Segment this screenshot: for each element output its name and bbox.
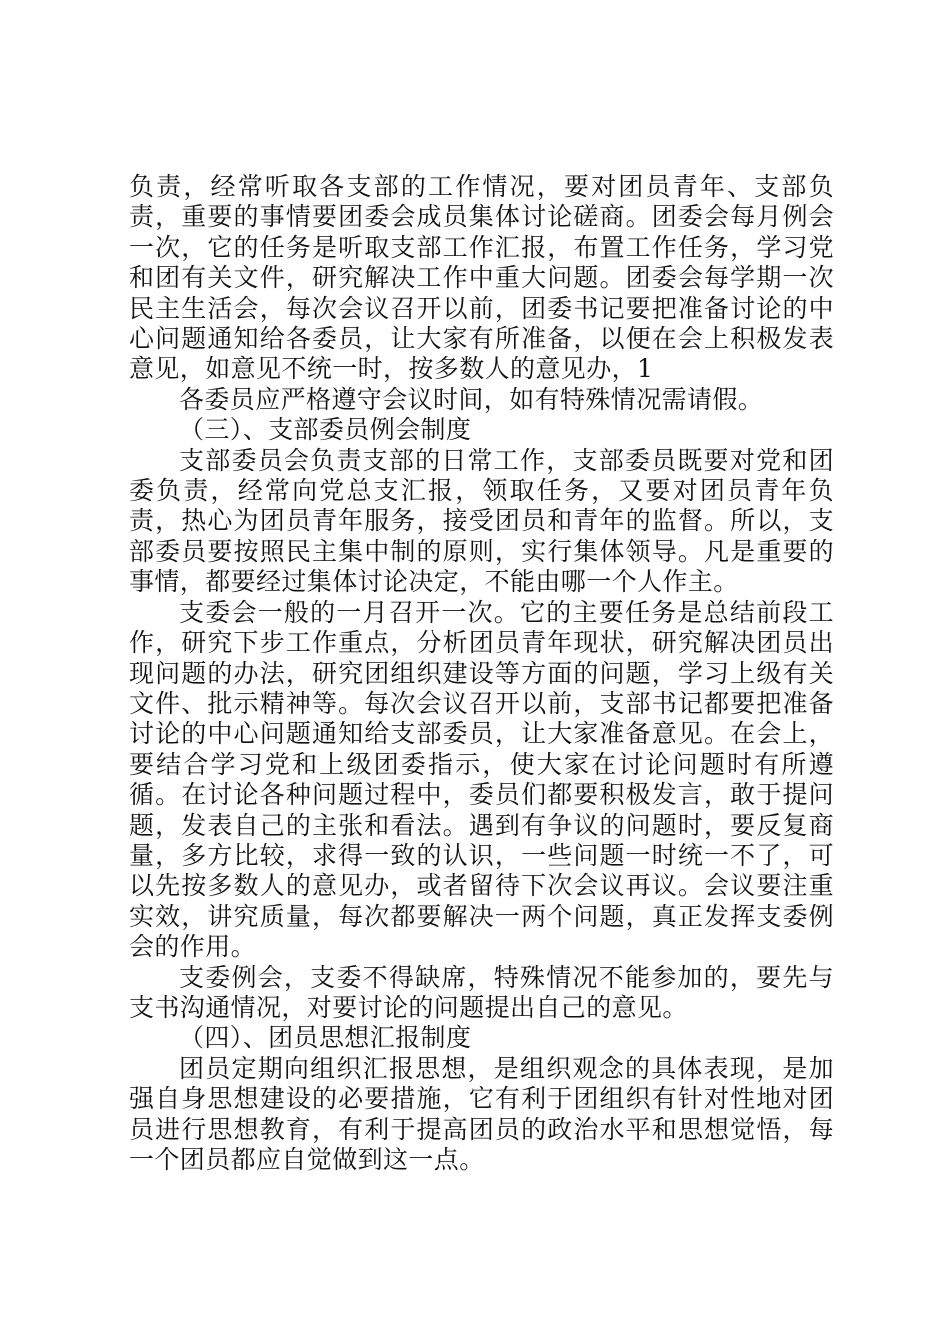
paragraph-thought-report: 团员定期向组织汇报思想，是组织观念的具体表现，是加强自身思想建设的必要措施，它有利于团组织有针对性地对团员进行思想教育，有利于提高团员的政治水平和思想觉悟，每一个团员都应自觉做到这一点。 (129, 1053, 834, 1174)
paragraph-continuation: 负责，经常听取各支部的工作情况，要对团员青年、支部负责，重要的事情要团委会成员集体讨论磋商。团委会每月例会一次，它的任务是听取支部工作汇报，布置工作任务，学习党和团有关文件，研究解决工作中重大问题。团委会每学期一次民主生活会，每次会议召开以前，团委书记要把准备讨论的中心问题通知给各委员，让大家有所准备，以便在会上积极发表意见，如意见不统一时，按多数人的意见办，1 (129, 172, 834, 384)
paragraph-attendance: 各委员应严格遵守会议时间，如有特殊情况需请假。 (179, 384, 764, 414)
paragraph-branch-committee: 支部委员会负责支部的日常工作，支部委员既要对党和团委负责，经常向党总支汇报，领取任务，又要对团员青年负责，热心为团员青年服务，接受团员和青年的监督。所以，支部委员要按照民主集中制的原则，实行集体领导。凡是重要的事情，都要经过集体讨论决定，不能由哪一个人作主。 (129, 445, 834, 597)
section-heading-3: （三）、支部委员例会制度 (179, 415, 472, 445)
document-body (129, 172, 834, 1175)
section-heading-4: （四）、团员思想汇报制度 (179, 1023, 472, 1053)
paragraph-meeting-absence: 支委例会，支委不得缺席，特殊情况不能参加的，要先与支书沟通情况，对要讨论的问题提出自己的意见。 (129, 962, 834, 1022)
paragraph-monthly-meeting: 支委会一般的一月召开一次。它的主要任务是总结前段工作，研究下步工作重点，分析团员青年现状，研究解决团员出现问题的办法，研究团组织建设等方面的问题，学习上级有关文件、批示精神等。每次会议召开以前，支部书记都要把准备讨论的中心问题通知给支部委员，让大家准备意见。在会上，要结合学习党和上级团委指示，使大家在讨论问题时有所遵循。在讨论各种问题过程中，委员们都要积极发言，敢于提问题，发表自己的主张和看法。遇到有争议的问题时，要反复商量，多方比较，求得一致的认识，一些问题一时统一不了，可以先按多数人的意见办，或者留待下次会议再议。会议要注重实效，讲究质量，每次都要解决一两个问题，真正发挥支委例会的作用。 (129, 597, 834, 962)
